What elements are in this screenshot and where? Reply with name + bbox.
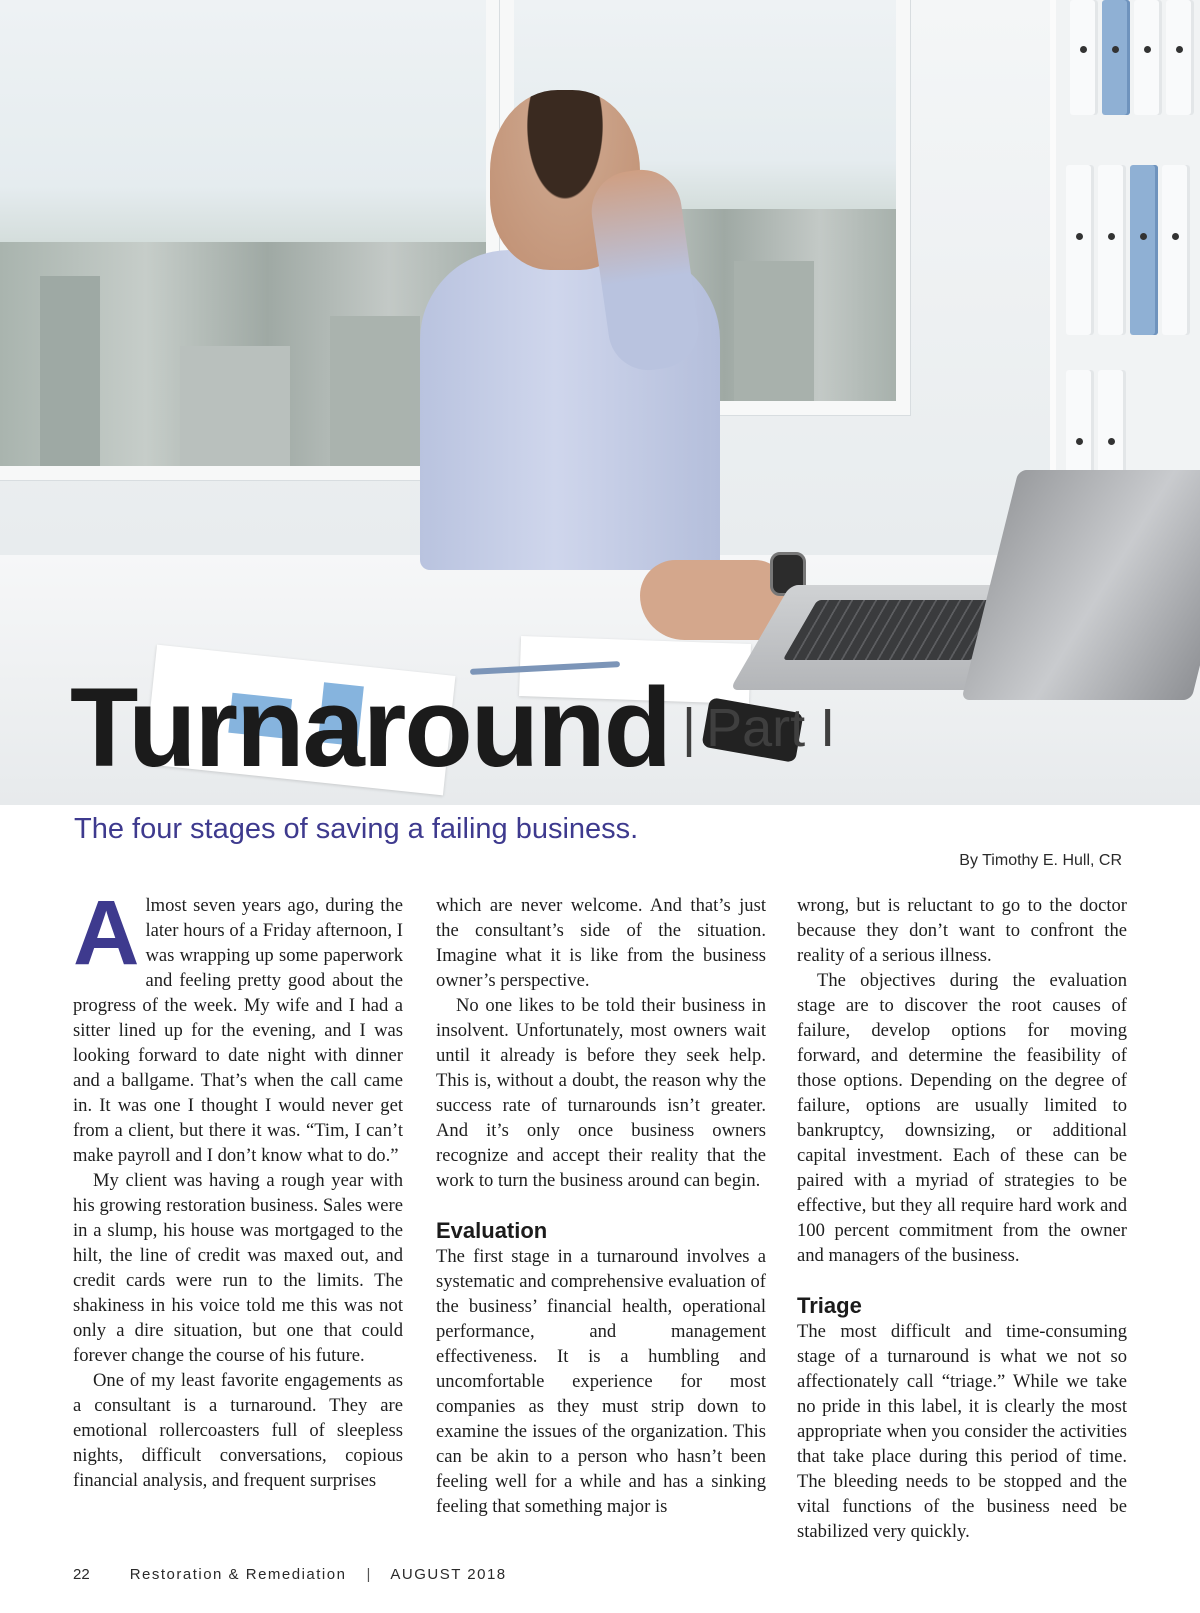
paragraph: The objectives during the evaluation stage are to discover the root causes of failure, develop options for moving forward, and determine the feasibility of those options. Depending on the degree of failure, options are usually limited to bankruptcy, downsizing, or additional capital investment. Each of these can be paired with a myriad of strategies to be effective, but they all require hard work and 100 percent commitment from the owner and managers of the business. bbox=[797, 970, 1127, 1266]
paragraph bbox=[73, 882, 403, 1168]
headline bbox=[70, 665, 836, 790]
footer-separator: | bbox=[366, 1566, 371, 1583]
headline-separator: | bbox=[682, 698, 697, 758]
article-column-2 bbox=[436, 893, 766, 1519]
publication-name: Restoration & Remediation bbox=[129, 1566, 347, 1583]
article-column-1 bbox=[73, 882, 403, 1493]
section-heading-triage: Triage bbox=[797, 1293, 862, 1318]
paragraph: The most difficult and time-consuming stage of a turnaround is what we not so affectionately call “triage.” While we take no pride in this label, it is clearly the most appropriate when you consider the activities that take place during this period of time. The bleeding needs to be stopped and the vital functions of the business need be stabilized very quickly. bbox=[797, 1321, 1127, 1542]
paragraph: which are never welcome. And that’s just the consultant’s side of the situation. Imagine what it is like from the business owner’s perspective. bbox=[436, 895, 766, 991]
headline-part: Part I bbox=[706, 698, 836, 758]
page-number: 22 bbox=[73, 1566, 90, 1583]
page-footer bbox=[73, 1566, 507, 1583]
byline: By Timothy E. Hull, CR bbox=[959, 852, 1122, 869]
drop-cap: A bbox=[73, 882, 140, 984]
section-heading-evaluation: Evaluation bbox=[436, 1218, 548, 1243]
paragraph: One of my least favorite engagements as a consultant is a turnaround. They are emotional rollercoasters full of sleepless nights, difficult conversations, copious financial analysis, and frequent surprises bbox=[73, 1370, 403, 1491]
article-column-3 bbox=[797, 893, 1127, 1544]
headline-title: Turnaround bbox=[70, 665, 671, 790]
paragraph-text: lmost seven years ago, during the later hours of a Friday afternoon, I was wrapping up some paperwork and feeling pretty good about the progress of the week. My wife and I had a sitter lined up for the evening, and I was looking forward to date night with dinner and a ballgame. That’s when the call came in. It was one I thought I would never get from a client, but there it was. “Tim, I can’t make payroll and I don’t know what to do.” bbox=[73, 895, 403, 1166]
paragraph: The first stage in a turnaround involves a systematic and comprehensive evaluation of the business’ financial health, operational performance, and management effectiveness. It is a humbling and uncomfortable experience for most companies as they must strip down to examine the issues of the organization. This can be akin to a person who hasn’t been feeling well for a while and has a sinking feeling that something major is bbox=[436, 1246, 766, 1517]
paragraph: wrong, but is reluctant to go to the doctor because they don’t want to confront the reality of a serious illness. bbox=[797, 895, 1127, 966]
paragraph: My client was having a rough year with his growing restoration business. Sales were in a slump, his house was mortgaged to the hilt, the line of credit was maxed out, and credit cards were run to the limits. The shakiness in his voice told me this was not only a dire situation, but one that could forever change the course of his future. bbox=[73, 1170, 403, 1366]
issue-date: AUGUST 2018 bbox=[390, 1566, 507, 1583]
subtitle: The four stages of saving a failing business. bbox=[74, 813, 639, 845]
paragraph: No one likes to be told their business in insolvent. Unfortunately, most owners wait until it already is before they seek help. This is, without a doubt, the reason why the success rate of turnarounds isn’t greater. And it’s only once business owners recognize and accept their reality that the work to turn the business around can begin. bbox=[436, 995, 766, 1191]
